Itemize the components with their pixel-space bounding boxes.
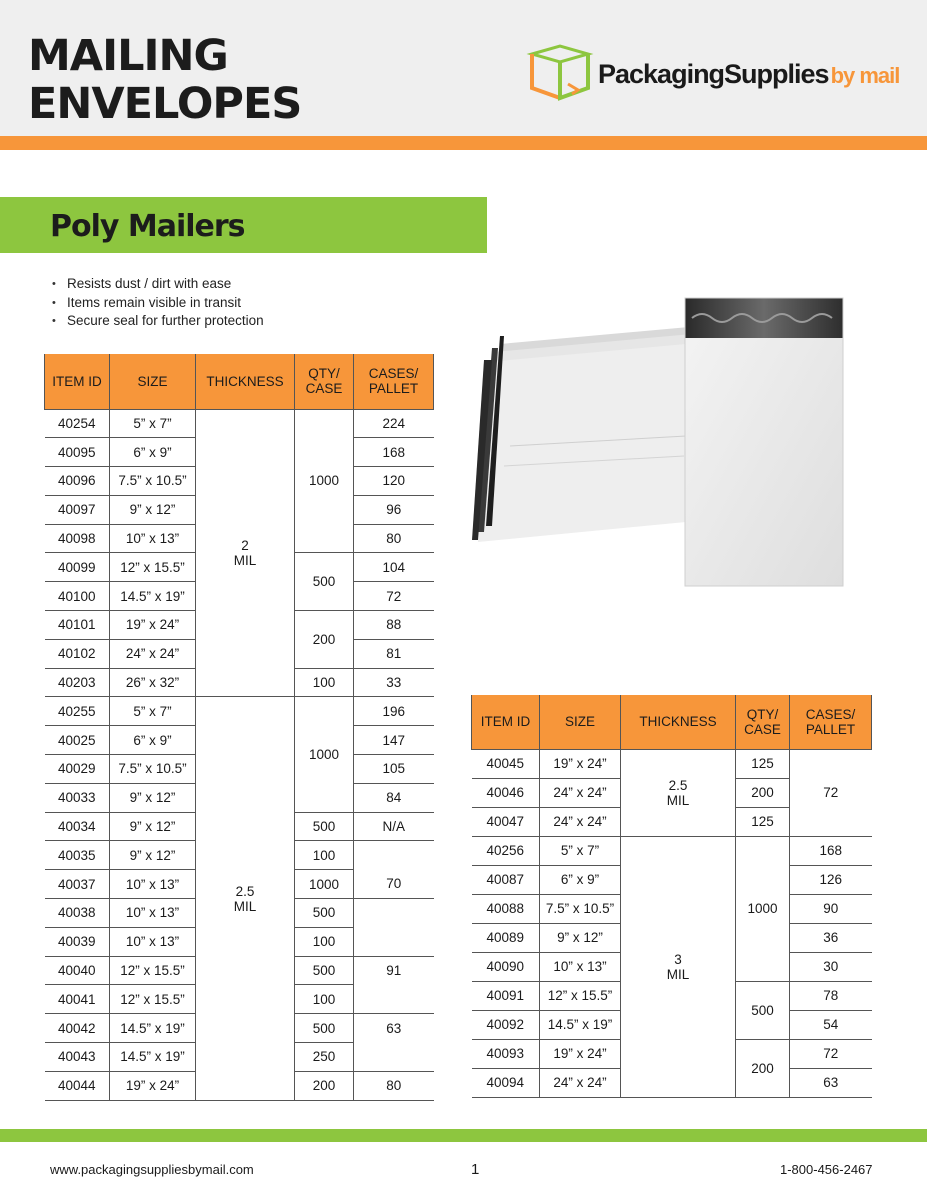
cases-pallet-cell <box>354 985 434 1014</box>
cases-pallet-cell: 120 <box>354 467 434 496</box>
cases-pallet-cell: 104 <box>354 553 434 582</box>
size-cell: 6” x 9” <box>110 726 196 755</box>
cases-pallet-cell: 91 <box>354 956 434 985</box>
feature-item: • Secure seal for further protection <box>52 312 264 331</box>
size-cell: 9” x 12” <box>540 923 621 952</box>
qty-case-cell: 200 <box>736 778 790 807</box>
cases-pallet-cell <box>790 749 872 778</box>
item-id-cell: 40029 <box>45 755 110 784</box>
size-cell: 26” x 32” <box>110 668 196 697</box>
table-row <box>472 749 872 778</box>
qty-case-cell: 1000 <box>295 409 354 553</box>
qty-case-cell: 100 <box>295 668 354 697</box>
size-cell: 14.5” x 19” <box>110 582 196 611</box>
size-cell: 12” x 15.5” <box>110 956 196 985</box>
size-cell: 9” x 12” <box>110 812 196 841</box>
cases-pallet-cell: 168 <box>354 438 434 467</box>
item-id-cell: 40041 <box>45 985 110 1014</box>
qty-case-cell: 500 <box>295 1014 354 1043</box>
footer-website-link[interactable]: www.packagingsuppliesbymail.com <box>50 1162 254 1177</box>
cases-pallet-cell: 90 <box>790 894 872 923</box>
item-id-cell: 40093 <box>472 1039 540 1068</box>
title-line-1: MAILING <box>28 31 228 81</box>
poly-mailer-table-2 <box>471 695 872 1098</box>
item-id-cell: 40038 <box>45 899 110 928</box>
size-cell: 7.5” x 10.5” <box>540 894 621 923</box>
item-id-cell: 40089 <box>472 923 540 952</box>
item-id-cell: 40040 <box>45 956 110 985</box>
cases-pallet-cell <box>354 1043 434 1072</box>
cases-pallet-cell: 105 <box>354 755 434 784</box>
cases-pallet-cell: 224 <box>354 409 434 438</box>
table-row <box>45 697 434 726</box>
page-title <box>28 32 301 128</box>
item-id-cell: 40025 <box>45 726 110 755</box>
size-cell: 19” x 24” <box>540 1039 621 1068</box>
cases-pallet-cell: 88 <box>354 611 434 640</box>
item-id-cell: 40034 <box>45 812 110 841</box>
table-row <box>472 836 872 865</box>
item-id-cell: 40094 <box>472 1068 540 1097</box>
cases-pallet-cell: 63 <box>790 1068 872 1097</box>
item-id-cell: 40035 <box>45 841 110 870</box>
cases-pallet-cell: 81 <box>354 639 434 668</box>
size-cell: 12” x 15.5” <box>110 553 196 582</box>
cases-pallet-cell: 96 <box>354 495 434 524</box>
item-id-cell: 40033 <box>45 783 110 812</box>
cases-pallet-cell: 70 <box>354 870 434 899</box>
table-header-row <box>472 695 872 749</box>
item-id-cell: 40101 <box>45 611 110 640</box>
qty-case-cell: 500 <box>295 899 354 928</box>
size-cell: 14.5” x 19” <box>110 1043 196 1072</box>
thickness-cell <box>196 697 295 1100</box>
cases-pallet-cell: 72 <box>790 1039 872 1068</box>
section-title: Poly Mailers <box>50 209 245 244</box>
item-id-cell: 40045 <box>472 749 540 778</box>
size-cell: 9” x 12” <box>110 841 196 870</box>
item-id-cell: 40203 <box>45 668 110 697</box>
qty-case-cell: 100 <box>295 841 354 870</box>
size-cell: 10” x 13” <box>110 870 196 899</box>
col-header-item-id: ITEM ID <box>472 695 540 749</box>
cases-pallet-cell: 147 <box>354 726 434 755</box>
qty-case-cell: 1000 <box>736 836 790 981</box>
thickness-cell <box>621 749 736 836</box>
col-header-qty-case: QTY/ CASE <box>736 695 790 749</box>
logo-tagline: by mail <box>830 63 900 88</box>
header-accent-bar <box>0 136 927 150</box>
qty-case-cell: 1000 <box>295 697 354 812</box>
thickness-label: 2.5 MIL <box>233 883 257 914</box>
size-cell: 7.5” x 10.5” <box>110 755 196 784</box>
item-id-cell: 40088 <box>472 894 540 923</box>
size-cell: 19” x 24” <box>110 1071 196 1100</box>
cases-pallet-cell: 168 <box>790 836 872 865</box>
col-header-thickness: THICKNESS <box>196 354 295 409</box>
size-cell: 10” x 13” <box>110 524 196 553</box>
thickness-label: 2 MIL <box>233 537 257 568</box>
cases-pallet-cell: N/A <box>354 812 434 841</box>
qty-case-cell: 100 <box>295 985 354 1014</box>
size-cell: 24” x 24” <box>110 639 196 668</box>
item-id-cell: 40039 <box>45 927 110 956</box>
col-header-size: SIZE <box>540 695 621 749</box>
col-header-qty-case: QTY/ CASE <box>295 354 354 409</box>
size-cell: 24” x 24” <box>540 1068 621 1097</box>
item-id-cell: 40087 <box>472 865 540 894</box>
footer-accent-bar <box>0 1129 927 1142</box>
cases-pallet-cell <box>354 899 434 928</box>
qty-case-cell: 500 <box>736 981 790 1039</box>
size-cell: 12” x 15.5” <box>110 985 196 1014</box>
poly-mailer-product-image <box>470 296 850 592</box>
cases-pallet-cell: 78 <box>790 981 872 1010</box>
qty-case-cell: 1000 <box>295 870 354 899</box>
col-header-thickness: THICKNESS <box>621 695 736 749</box>
size-cell: 9” x 12” <box>110 783 196 812</box>
cases-pallet-cell: 30 <box>790 952 872 981</box>
item-id-cell: 40095 <box>45 438 110 467</box>
size-cell: 5” x 7” <box>110 409 196 438</box>
cases-pallet-cell: 36 <box>790 923 872 952</box>
item-id-cell: 40042 <box>45 1014 110 1043</box>
cases-pallet-cell: 33 <box>354 668 434 697</box>
qty-case-cell: 250 <box>295 1043 354 1072</box>
item-id-cell: 40047 <box>472 807 540 836</box>
thickness-cell <box>621 836 736 1097</box>
qty-case-cell: 100 <box>295 927 354 956</box>
box-logo-icon <box>518 44 596 102</box>
item-id-cell: 40100 <box>45 582 110 611</box>
col-header-size: SIZE <box>110 354 196 409</box>
col-header-cases-pallet: CASES/ PALLET <box>354 354 434 409</box>
logo-wordmark: PackagingSupplies <box>598 59 829 89</box>
qty-case-cell: 200 <box>295 611 354 669</box>
title-line-2: ENVELOPES <box>28 79 302 129</box>
size-cell: 10” x 13” <box>110 899 196 928</box>
size-cell: 6” x 9” <box>110 438 196 467</box>
poly-mailer-table-1 <box>44 354 434 1101</box>
item-id-cell: 40043 <box>45 1043 110 1072</box>
brand-logo <box>518 44 898 102</box>
table-row <box>45 409 434 438</box>
col-header-item-id: ITEM ID <box>45 354 110 409</box>
cases-pallet-cell: 80 <box>354 1071 434 1100</box>
qty-case-cell: 200 <box>295 1071 354 1100</box>
thickness-label: 2.5 MIL <box>666 777 690 808</box>
cases-pallet-cell: 72 <box>354 582 434 611</box>
item-id-cell: 40102 <box>45 639 110 668</box>
size-cell: 14.5” x 19” <box>110 1014 196 1043</box>
mailer-stack-back <box>472 326 700 542</box>
item-id-cell: 40256 <box>472 836 540 865</box>
cases-pallet-cell: 196 <box>354 697 434 726</box>
cases-pallet-cell: 126 <box>790 865 872 894</box>
mailer-front <box>685 298 843 586</box>
item-id-cell: 40044 <box>45 1071 110 1100</box>
item-id-cell: 40099 <box>45 553 110 582</box>
qty-case-cell: 125 <box>736 807 790 836</box>
size-cell: 19” x 24” <box>110 611 196 640</box>
feature-item: • Resists dust / dirt with ease <box>52 275 264 294</box>
size-cell: 10” x 13” <box>540 952 621 981</box>
cases-pallet-cell <box>354 927 434 956</box>
cases-pallet-cell: 63 <box>354 1014 434 1043</box>
item-id-cell: 40092 <box>472 1010 540 1039</box>
item-id-cell: 40091 <box>472 981 540 1010</box>
thickness-label: 3 MIL <box>666 951 690 982</box>
qty-case-cell: 500 <box>295 553 354 611</box>
col-header-cases-pallet: CASES/ PALLET <box>790 695 872 749</box>
cases-pallet-cell: 54 <box>790 1010 872 1039</box>
item-id-cell: 40096 <box>45 467 110 496</box>
size-cell: 24” x 24” <box>540 778 621 807</box>
cases-pallet-cell <box>790 807 872 836</box>
size-cell: 9” x 12” <box>110 495 196 524</box>
cases-pallet-cell <box>354 841 434 870</box>
footer-phone: 1-800-456-2467 <box>780 1162 873 1177</box>
size-cell: 7.5” x 10.5” <box>110 467 196 496</box>
cases-pallet-cell: 72 <box>790 778 872 807</box>
size-cell: 14.5” x 19” <box>540 1010 621 1039</box>
item-id-cell: 40098 <box>45 524 110 553</box>
size-cell: 19” x 24” <box>540 749 621 778</box>
qty-case-cell: 500 <box>295 956 354 985</box>
feature-list <box>52 275 264 331</box>
size-cell: 5” x 7” <box>540 836 621 865</box>
qty-case-cell: 125 <box>736 749 790 778</box>
qty-case-cell: 200 <box>736 1039 790 1097</box>
size-cell: 10” x 13” <box>110 927 196 956</box>
item-id-cell: 40254 <box>45 409 110 438</box>
thickness-cell <box>196 409 295 697</box>
table-header-row <box>45 354 434 409</box>
size-cell: 12” x 15.5” <box>540 981 621 1010</box>
item-id-cell: 40090 <box>472 952 540 981</box>
item-id-cell: 40037 <box>45 870 110 899</box>
item-id-cell: 40097 <box>45 495 110 524</box>
cases-pallet-cell: 80 <box>354 524 434 553</box>
item-id-cell: 40255 <box>45 697 110 726</box>
item-id-cell: 40046 <box>472 778 540 807</box>
size-cell: 5” x 7” <box>110 697 196 726</box>
feature-item: • Items remain visible in transit <box>52 294 264 313</box>
size-cell: 24” x 24” <box>540 807 621 836</box>
page-number: 1 <box>471 1161 480 1178</box>
qty-case-cell: 500 <box>295 812 354 841</box>
size-cell: 6” x 9” <box>540 865 621 894</box>
cases-pallet-cell: 84 <box>354 783 434 812</box>
